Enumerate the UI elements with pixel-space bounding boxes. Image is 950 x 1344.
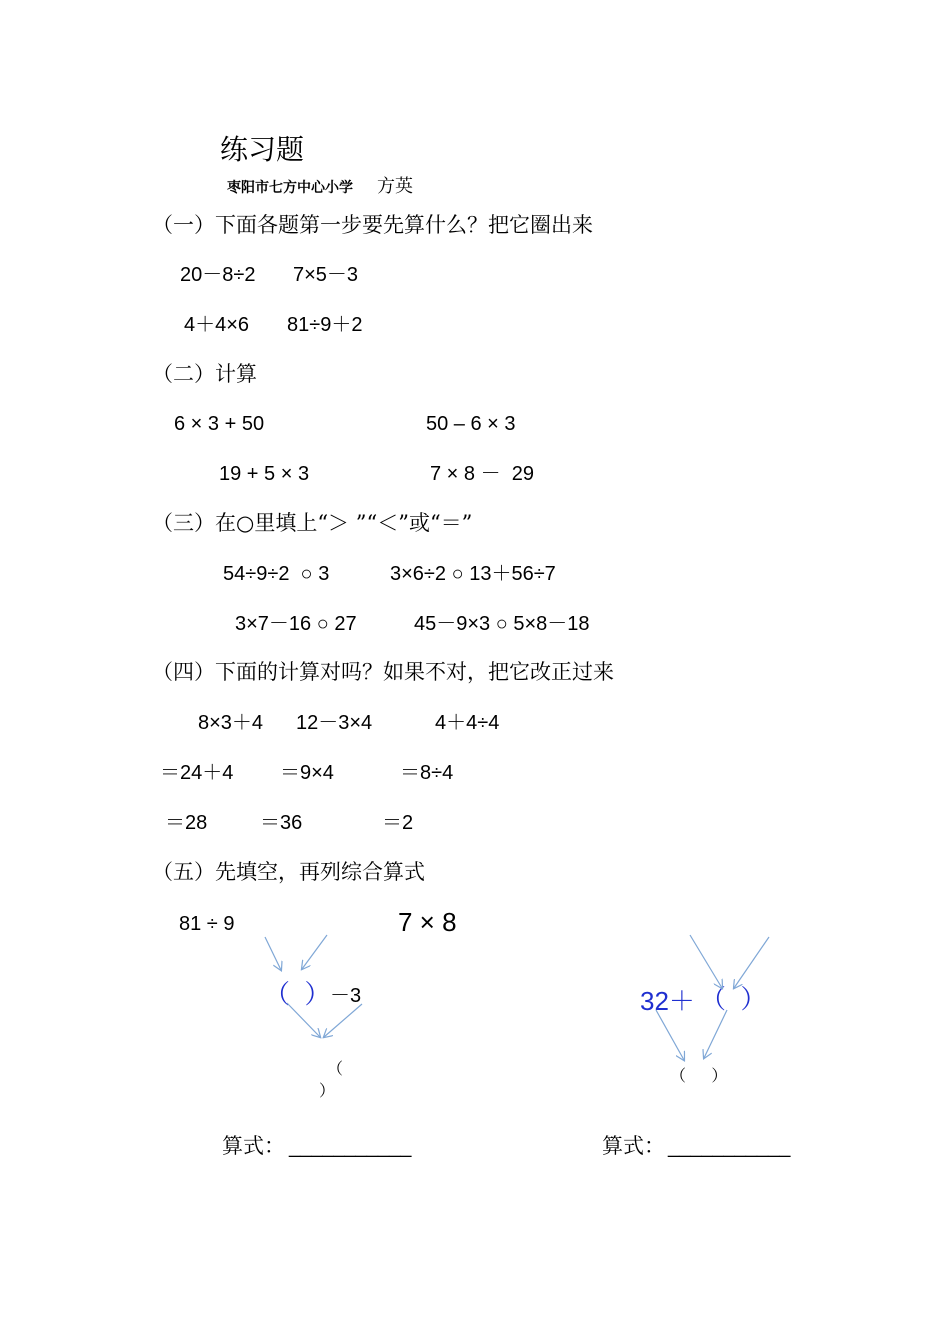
section1-heading: （一）下面各题第一步要先算什么？把它圈出来: [152, 213, 593, 237]
left-tree-minus: －3: [330, 985, 362, 1007]
arrow: [302, 935, 327, 969]
section3-expr: 54÷9÷2 ○ 3: [223, 563, 330, 585]
right-formula-blank: ___________: [668, 1136, 791, 1158]
right-formula-label: 算式：: [602, 1134, 665, 1158]
section1-expr: 20－8÷2: [180, 264, 256, 286]
section4-step: ＝2: [382, 812, 414, 834]
section1-expr: 4＋4×6: [184, 314, 250, 336]
section1-expr: 7×5－3: [293, 264, 359, 286]
arrow: [324, 1004, 362, 1037]
section2-heading: （二）计算: [152, 362, 257, 386]
left-tree-top: 81 ÷ 9: [179, 913, 235, 935]
right-tree-top: 7 × 8: [398, 907, 457, 937]
section1-expr: 81÷9＋2: [287, 314, 363, 336]
section4-expr: 12－3×4: [296, 712, 373, 734]
section2-expr: 50 – 6 × 3: [426, 413, 516, 435]
arrow: [704, 1010, 727, 1058]
left-tree-blank: （ ）: [264, 979, 331, 1009]
section3-heading: （三）在○里填上“＞ ”“＜”或“＝”: [152, 511, 473, 535]
section2-expr: 6 × 3 + 50: [174, 413, 265, 435]
author-name: 方英: [377, 176, 413, 197]
section3-expr: 3×7－16 ○ 27: [235, 613, 357, 635]
section4-expr: 4＋4÷4: [435, 712, 500, 734]
page-title: 练习题: [220, 133, 305, 166]
left-tree-result-open: （: [327, 1059, 344, 1078]
arrow: [656, 1010, 684, 1060]
section4-step: ＝8÷4: [400, 762, 454, 784]
right-tree-blank: （ ）: [700, 984, 767, 1014]
left-tree-result-close: ）: [319, 1081, 336, 1100]
left-formula-label: 算式：: [222, 1134, 285, 1158]
section5-heading: （五）先填空，再列综合算式: [152, 860, 425, 884]
section4-heading: （四）下面的计算对吗？如果不对，把它改正过来: [152, 660, 614, 684]
arrow: [287, 1003, 320, 1037]
section3-expr: 3×6÷2 ○ 13＋56÷7: [390, 563, 556, 585]
arrow: [734, 937, 769, 988]
right-tree-prefix: 32＋: [640, 986, 695, 1016]
author-school: 枣阳市七方中心小学: [227, 180, 353, 196]
arrow: [690, 935, 722, 988]
section2-expr: 19 + 5 × 3: [219, 463, 310, 485]
section4-step: ＝9×4: [280, 762, 334, 784]
right-tree-result: （ ）: [670, 1066, 728, 1085]
section3-expr: 45－9×3 ○ 5×8－18: [414, 613, 590, 635]
arrow: [265, 937, 281, 970]
section4-step: ＝24＋4: [160, 762, 234, 784]
section2-expr: 7 × 8 － 29: [430, 463, 534, 485]
section4-step: ＝36: [260, 812, 303, 834]
left-formula-blank: ___________: [289, 1136, 412, 1158]
section4-expr: 8×3＋4: [198, 712, 264, 734]
section4-step: ＝28: [165, 812, 208, 834]
